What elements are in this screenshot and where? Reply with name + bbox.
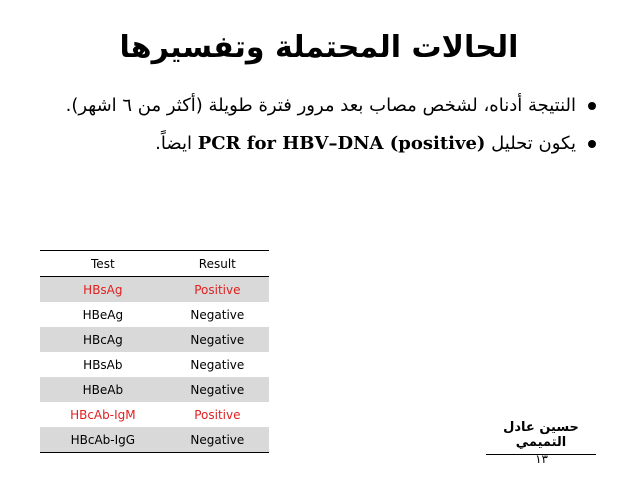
table-row	[40, 377, 269, 402]
bullet-latin-text: PCR for HBV–DNA (positive)	[197, 133, 486, 154]
cell-result: Positive	[194, 407, 241, 422]
cell-result: Negative	[190, 432, 245, 447]
cell-result: Positive	[194, 282, 241, 297]
page-number: ١٣	[535, 452, 548, 466]
cell-result: Negative	[190, 357, 245, 372]
cell-result: Negative	[190, 307, 245, 322]
bullet-text-after: ايضاً.	[155, 133, 192, 154]
cell-test: HBcAb-IgG	[70, 432, 136, 447]
bullet-dot-icon	[588, 140, 596, 148]
header-test: Test	[91, 256, 115, 271]
slide-title: الحالات المحتملة وتفسيرها	[119, 30, 519, 65]
cell-test: HBeAg	[82, 307, 124, 322]
table-row	[40, 277, 269, 303]
table-header-row	[40, 251, 269, 277]
cell-test: HBcAg	[83, 332, 123, 347]
cell-test: HBsAg	[83, 282, 123, 297]
bullet-dot-icon	[588, 102, 596, 110]
table-row	[40, 327, 269, 352]
table-row	[40, 352, 269, 377]
bullet-item	[36, 130, 596, 158]
header-result: Result	[198, 256, 236, 271]
results-table	[40, 250, 269, 453]
cell-result: Negative	[190, 332, 245, 347]
cell-test: HBeAb	[82, 382, 124, 397]
table-row	[40, 427, 269, 453]
cell-test: HBsAb	[83, 357, 123, 372]
author-signature: حسين عادل التميمي	[486, 420, 596, 455]
cell-result: Negative	[190, 382, 245, 397]
bullet-item	[36, 92, 596, 120]
table-row	[40, 302, 269, 327]
bullet-list	[36, 92, 596, 158]
bullet-text: النتيجة أدناه، لشخص مصاب بعد مرور فترة طويلة (أكثر من ٦ اشهر).	[65, 95, 576, 116]
table-row	[40, 402, 269, 427]
bullet-text-before: يكون تحليل	[491, 133, 576, 154]
cell-test: HBcAb-IgM	[70, 407, 136, 422]
